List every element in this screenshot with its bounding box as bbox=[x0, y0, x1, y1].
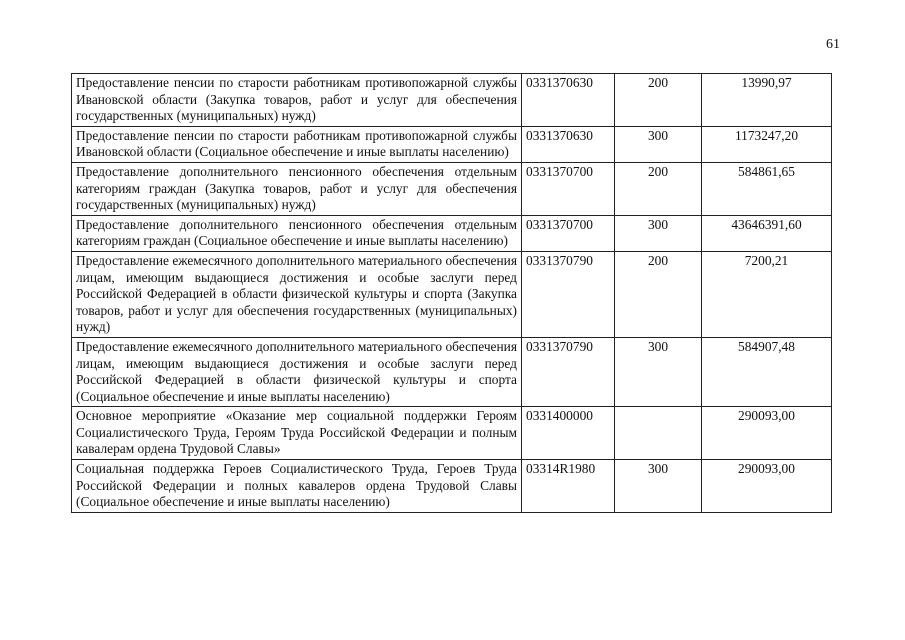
row-code-cell: 0331370630 bbox=[522, 126, 615, 162]
row-name-cell: Предоставление дополнительного пенсионного обеспечения отдельным категориям граждан (Социальное обеспечение и иные выплаты населению) bbox=[72, 215, 522, 251]
budget-table-body bbox=[72, 74, 832, 513]
row-sum-cell: 290093,00 bbox=[702, 460, 832, 513]
row-code-cell: 0331370790 bbox=[522, 337, 615, 406]
row-sum-cell: 7200,21 bbox=[702, 251, 832, 337]
row-type-cell: 200 bbox=[615, 74, 702, 127]
row-sum-cell: 584907,48 bbox=[702, 337, 832, 406]
row-code-cell: 0331370700 bbox=[522, 162, 615, 215]
table-row bbox=[72, 337, 832, 406]
row-type-cell: 200 bbox=[615, 251, 702, 337]
row-type-cell: 300 bbox=[615, 126, 702, 162]
row-code-cell: 0331400000 bbox=[522, 407, 615, 460]
table-row bbox=[72, 162, 832, 215]
row-sum-cell: 13990,97 bbox=[702, 74, 832, 127]
row-name-cell: Предоставление дополнительного пенсионного обеспечения отдельным категориям граждан (Закупка товаров, работ и услуг для обеспечения государственных (муниципальных) нужд) bbox=[72, 162, 522, 215]
row-code-cell: 03314R1980 bbox=[522, 460, 615, 513]
row-type-cell: 200 bbox=[615, 162, 702, 215]
row-sum-cell: 1173247,20 bbox=[702, 126, 832, 162]
page-number: 61 bbox=[826, 37, 840, 52]
row-type-cell bbox=[615, 407, 702, 460]
row-sum-cell: 43646391,60 bbox=[702, 215, 832, 251]
row-sum-cell: 584861,65 bbox=[702, 162, 832, 215]
row-code-cell: 0331370700 bbox=[522, 215, 615, 251]
table-row bbox=[72, 215, 832, 251]
row-type-cell: 300 bbox=[615, 337, 702, 406]
row-name-cell: Предоставление ежемесячного дополнительного материального обеспечения лицам, имеющим выдающиеся достижения и особые заслуги перед Российской Федерацией в области физической культуры и спорта (Социальное обеспечение и иные выплаты населению) bbox=[72, 337, 522, 406]
row-name-cell: Предоставление пенсии по старости работникам противопожарной службы Ивановской области (Социальное обеспечение и иные выплаты населению) bbox=[72, 126, 522, 162]
row-code-cell: 0331370790 bbox=[522, 251, 615, 337]
row-type-cell: 300 bbox=[615, 460, 702, 513]
table-row bbox=[72, 74, 832, 127]
row-name-cell: Предоставление ежемесячного дополнительного материального обеспечения лицам, имеющим выдающиеся достижения и особые заслуги перед Российской Федерацией в области физической культуры и спорта (Закупка товаров, работ и услуг для обеспечения государственных (муниципальных) нужд) bbox=[72, 251, 522, 337]
row-type-cell: 300 bbox=[615, 215, 702, 251]
table-row bbox=[72, 126, 832, 162]
budget-table bbox=[71, 73, 832, 513]
table-row bbox=[72, 460, 832, 513]
table-row bbox=[72, 251, 832, 337]
row-code-cell: 0331370630 bbox=[522, 74, 615, 127]
row-name-cell: Социальная поддержка Героев Социалистического Труда, Героев Труда Российской Федерации и полных кавалеров ордена Трудовой Славы (Социальное обеспечение и иные выплаты населению) bbox=[72, 460, 522, 513]
row-name-cell: Основное мероприятие «Оказание мер социальной поддержки Героям Социалистического Труда, Героям Труда Российской Федерации и полным кавалерам ордена Трудовой Славы» bbox=[72, 407, 522, 460]
table-row bbox=[72, 407, 832, 460]
row-name-cell: Предоставление пенсии по старости работникам противопожарной службы Ивановской области (Закупка товаров, работ и услуг для обеспечения государственных (муниципальных) нужд) bbox=[72, 74, 522, 127]
row-sum-cell: 290093,00 bbox=[702, 407, 832, 460]
